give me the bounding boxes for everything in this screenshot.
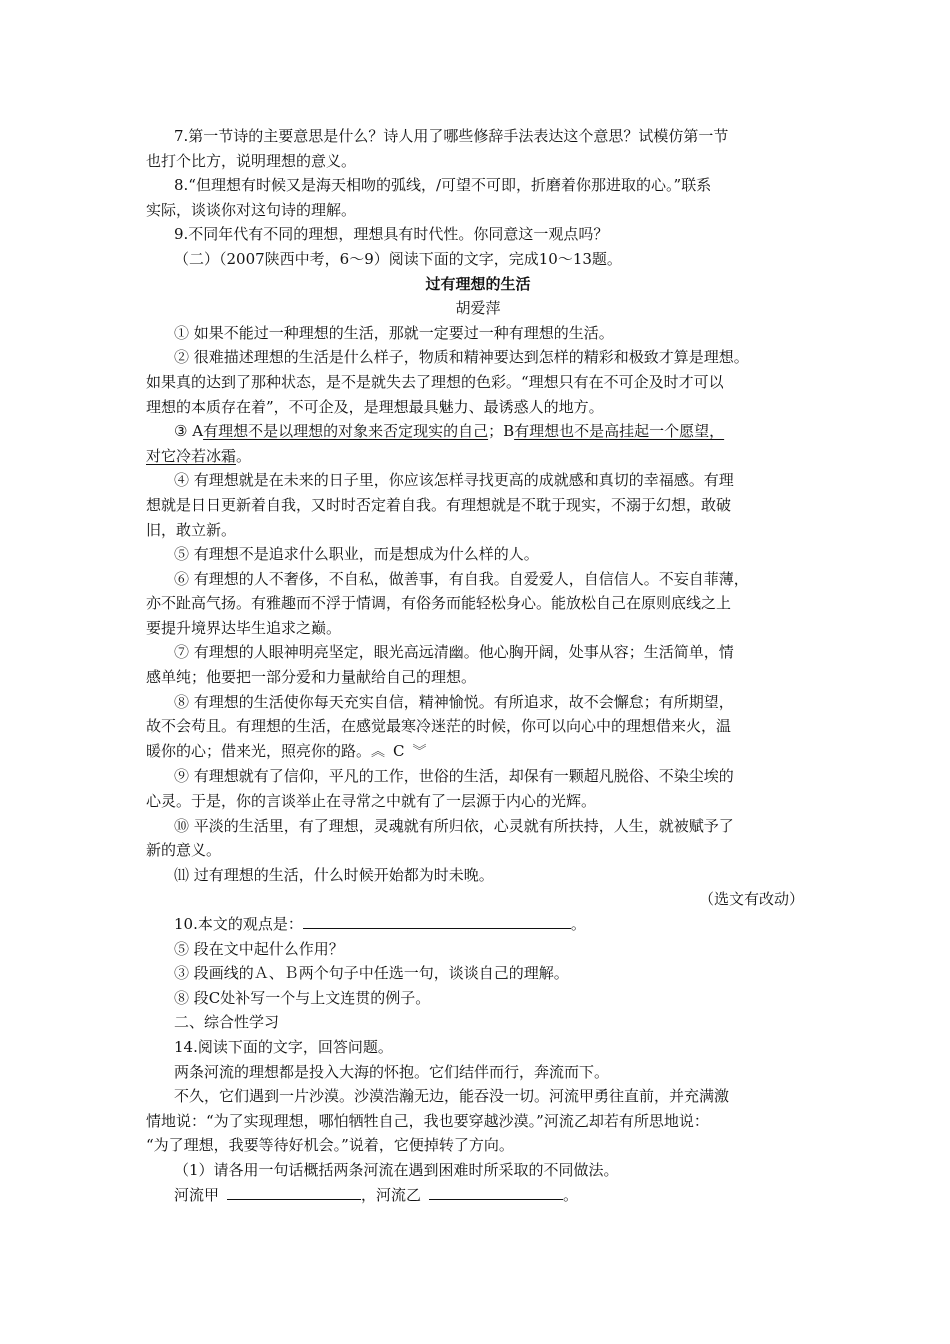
underlined-sentence-a: 有理想不是以理想的对象来否定现实的自己: [203, 422, 489, 441]
question-10-text: 10.本文的观点是：: [174, 915, 303, 933]
river-b-label: ，河流乙: [361, 1185, 422, 1204]
river-a-label: 河流甲: [174, 1185, 220, 1204]
paragraph-3-label-b: ；B: [488, 422, 515, 441]
paragraph-2-line-3: 理想的本质存在着”，不可企及，是理想最具魅力、最诱惑人的地方。: [146, 397, 604, 416]
paragraph-3-line-2: [146, 444, 810, 469]
paragraph-4-line-3: 旧，敢立新。: [146, 520, 237, 539]
paragraph-1: ① 如果不能过一种理想的生活，那就一定要过一种有理想的生活。: [174, 323, 614, 342]
story-paragraph-2-line-1: 不久，它们遇到一片沙漠。沙漠浩瀚无边，能吞没一切。河流甲勇往直前，并充满激: [174, 1087, 730, 1106]
paragraph-4-line-2: 想就是日日更新着自我，又时时否定着自我。有理想就是不耽于现实，不溺于幻想，敢破: [146, 495, 732, 514]
question-14: 14.阅读下面的文字，回答问题。: [174, 1037, 393, 1056]
question-8-line-1: 8.“但理想有时候又是海天相吻的弧线，/可望不可即，折磨着你那进取的心。”联系: [174, 176, 712, 195]
question-7-line-2: 也打个比方，说明理想的意义。: [146, 151, 357, 170]
paragraph-9-line-1: ⑨ 有理想就有了信仰，平凡的工作，世俗的生活，却保有一颗超凡脱俗、不染尘埃的: [174, 767, 734, 786]
question-8-line-2: 实际，谈谈你对这句诗的理解。: [146, 200, 357, 219]
question-12: ③ 段画线的Ａ、Ｂ两个句子中任选一句，谈谈自己的理解。: [174, 964, 569, 983]
paragraph-8-line-1: ⑧ 有理想的生活使你每天充实自信，精神愉悦。有所追求，故不会懈怠；有所期望，: [174, 692, 734, 711]
answer-blank-river-a[interactable]: [227, 1184, 361, 1200]
paragraph-10-line-2: 新的意义。: [146, 841, 222, 860]
question-9: 9.不同年代有不同的理想，理想具有时代性。你同意这一观点吗？: [174, 225, 609, 244]
paragraph-11: ⑾ 过有理想的生活，什么时候开始都为时未晚。: [174, 865, 494, 884]
river-answer-end: 。: [563, 1185, 579, 1204]
paragraph-6-line-1: ⑥ 有理想的人不奢侈，不自私，做善事，有自我。自爱爱人，自信信人。不妄自菲薄，: [174, 569, 749, 588]
paragraph-6-line-3: 要提升境界达毕生追求之巅。: [146, 618, 342, 637]
question-10: [146, 912, 810, 937]
document-content: [146, 124, 810, 1207]
question-13: ⑧ 段C处补写一个与上文连贯的例子。: [174, 988, 431, 1007]
answer-blank-viewpoint[interactable]: [303, 913, 571, 929]
question-11: ⑤ 段在文中起什么作用？: [174, 939, 344, 958]
underlined-sentence-b-part-1: 有理想也不是高挂起一个愿望，: [514, 422, 725, 441]
source-note: （选文有改动）: [698, 890, 804, 909]
paragraph-6-line-2: 亦不趾高气扬。有雅趣而不浮于情调，有俗务而能轻松身心。能放松自己在原则底线之上: [146, 594, 732, 613]
paragraph-4-line-1: ④ 有理想就是在未来的日子里，你应该怎样寻找更高的成就感和真切的幸福感。有理: [174, 471, 734, 490]
paragraph-3-line-1: [146, 419, 810, 444]
blank-c-right-marker: ︾: [412, 743, 427, 760]
paragraph-10-line-1: ⑩ 平淡的生活里，有了理想，灵魂就有所归依，心灵就有所扶持，人生，就被赋予了: [174, 816, 734, 835]
article-title: 过有理想的生活: [425, 274, 531, 293]
paragraph-7-line-1: ⑦ 有理想的人眼神明亮坚定，眼光高远清幽。他心胸开阔，处事从容；生活简单，情: [174, 643, 734, 662]
paragraph-2-line-1: ② 很难描述理想的生活是什么样子，物质和精神要达到怎样的精彩和极致才算是理想。: [174, 348, 749, 367]
river-answer-line: [146, 1183, 810, 1208]
paragraph-9-line-2: 心灵。于是，你的言谈举止在寻常之中就有了一层源于内心的光辉。: [146, 792, 597, 811]
paragraph-3-end: 。: [236, 446, 252, 465]
story-paragraph-2-line-3: “为了理想，我要等待好机会。”说着，它便掉转了方向。: [146, 1136, 514, 1155]
article-author: 胡爱萍: [455, 299, 501, 318]
paragraph-8-line-3: [146, 739, 810, 765]
paragraph-2-line-2: 如果真的达到了那种状态，是不是就失去了理想的色彩。“理想只有在不可企及时才可以: [146, 372, 724, 391]
paragraph-5: ⑤ 有理想不是追求什么职业，而是想成为什么样的人。: [174, 545, 539, 564]
underlined-sentence-b-part-2: 对它冷若冰霜: [146, 446, 237, 465]
paragraph-8-line-2: 故不会苟且。有理想的生活，在感觉最寒冷迷茫的时候，你可以向心中的理想借来火，温: [146, 717, 732, 736]
story-paragraph-2-line-2: 情地说：“为了实现理想，哪怕牺牲自己，我也要穿越沙漠。”河流乙却若有所思地说：: [146, 1111, 709, 1130]
story-paragraph-1: 两条河流的理想都是投入大海的怀抱。它们结伴而行，奔流而下。: [174, 1062, 610, 1081]
paragraph-7-line-2: 感单纯；他要把一部分爱和力量献给自己的理想。: [146, 668, 477, 687]
paragraph-8-text: 暖你的心；借来光，照亮你的路。: [146, 741, 372, 760]
paragraph-3-label-a: ③ A: [174, 422, 204, 441]
blank-c-left-marker: ︽: [371, 743, 386, 760]
section-comprehensive-heading: 二、综合性学习: [174, 1013, 280, 1032]
blank-c-label: C: [393, 741, 405, 760]
question-7-line-1: 7.第一节诗的主要意思是什么？诗人用了哪些修辞手法表达这个意思？试模仿第一节: [174, 127, 729, 145]
section-2-heading: （二）（2007陕西中考，6～9）阅读下面的文字，完成10～13题。: [174, 249, 622, 268]
question-14-1: （1）请各用一句话概括两条河流在遇到困难时所采取的不同做法。: [174, 1160, 619, 1179]
question-10-end: 。: [570, 915, 586, 933]
answer-blank-river-b[interactable]: [429, 1184, 563, 1200]
